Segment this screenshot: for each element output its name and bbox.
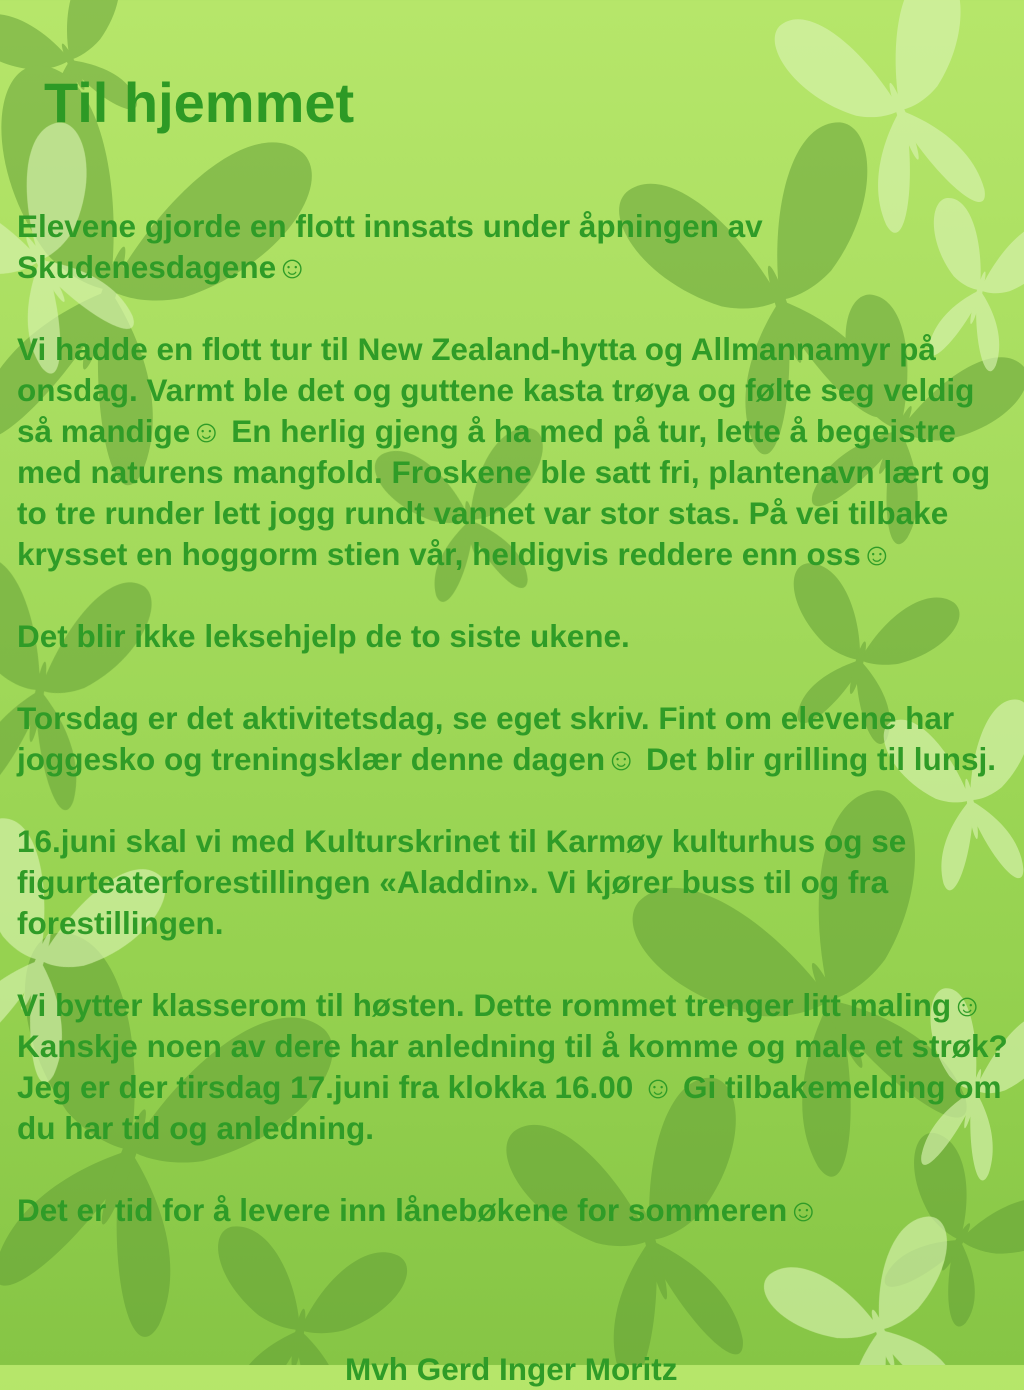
paragraph-classroom: Vi bytter klasserom til høsten. Dette rommet trenger litt maling☺ Kanskje noen av dere har anledning til å komme og male et strøk? Jeg er der tirsdag 17.juni fra klokka 16.00 ☺ Gi tilbakemelding om du har tid og anledning. bbox=[17, 987, 1008, 1146]
slide-body bbox=[17, 206, 1017, 1272]
paragraph-trip: Vi hadde en flott tur til New Zealand-hytta og Allmannamyr på onsdag. Varmt ble det og guttene kasta trøya og følte seg veldig så mandige☺ En herlig gjeng å ha med på tur, lette å begeistre med naturens mangfold. Froskene ble satt fri, plantenavn lært og to tre runder lett jogg rundt vannet var stor stas. På vei tilbake krysset en hoggorm stien vår, heldigvis reddere enn oss☺ bbox=[17, 331, 991, 572]
paragraph-activity-day: Torsdag er det aktivitetsdag, se eget skriv. Fint om elevene har joggesko og treningsklær denne dagen☺ Det blir grilling til lunsj. bbox=[17, 700, 997, 777]
paragraph-homework-help: Det blir ikke leksehjelp de to siste ukene. bbox=[17, 618, 630, 654]
slide-title: Til hjemmet bbox=[44, 71, 355, 134]
signoff: Mvh Gerd Inger Moritz bbox=[345, 1351, 678, 1387]
paragraph-skudenesdagene: Elevene gjorde en flott innsats under åpningen av Skudenesdagene☺ bbox=[17, 208, 763, 285]
paragraph-theatre: 16.juni skal vi med Kulturskrinet til Karmøy kulturhus og se figurteaterforestillingen «Aladdin». Vi kjører buss til og fra forestillingen. bbox=[17, 823, 907, 941]
paragraph-library-books: Det er tid for å levere inn lånebøkene for sommeren☺ bbox=[17, 1192, 820, 1228]
